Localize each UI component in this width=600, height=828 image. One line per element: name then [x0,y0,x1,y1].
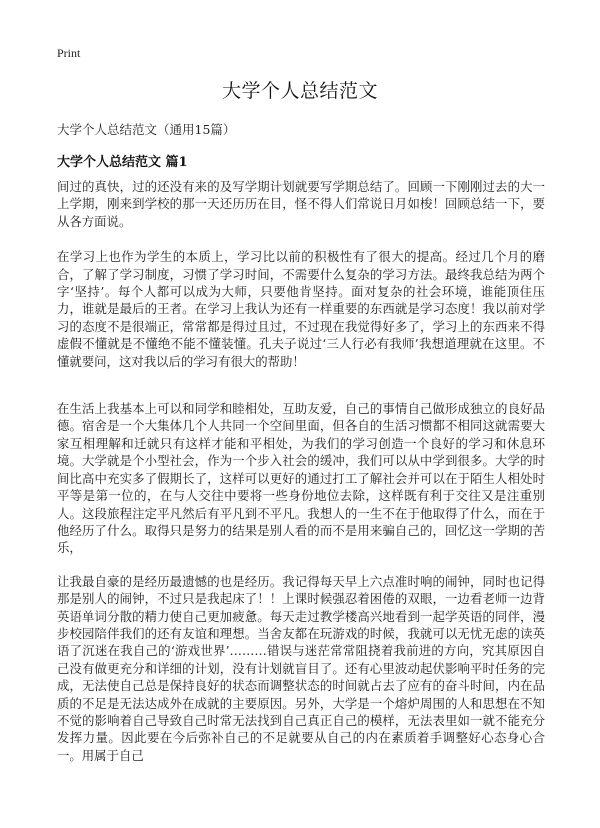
document-subtitle: 大学个人总结范文（通用15篇） [57,122,236,137]
paragraph: 间过的真快，过的还没有来的及写学期计划就要写学期总结了。回顾一下刚刚过去的大一上学期，刚来到学校的那一天还历历在目，怪不得人们常说日月如梭！回顾总结一下，要从各方面说。 [57,179,545,229]
section-heading: 大学个人总结范文 篇1 [57,155,188,170]
print-label: Print [57,46,81,60]
document-body [57,178,545,782]
document-title: 大学个人总结范文 [221,80,378,102]
paragraph: 在学习上也作为学生的本质上，学习比以前的积极性有了很大的提高。经过几个月的磨合，了解了学习制度，习惯了学习时间，不需要什么复杂的学习方法。最终我总结为两个字‘坚持’。每个人都可以成为大师，只要他肯坚持。面对复杂的社会环境，谁能顶住压力，谁就是最后的王者。在学习上我认为还有一样重要的东西就是学习态度！我以前对学习的态度不是很端正，常常都是得过且过，不过现在我觉得好多了，学习上的东西来不得虚假不懂就是不懂绝不能不懂装懂。孔夫子说过‘三人行必有我师’我想道理就在这里。不懂就要问，这对我以后的学习有很大的帮助！ [57,249,545,369]
paragraph: 在生活上我基本上可以和同学和睦相处，互助友爱，自己的事情自己做形成独立的良好品德。宿舍是一个大集体几个人共同一个空间里面，但各自的生活习惯都不相同这就需要大家互相理解和迁就只有这样才能和平相处，为我们的学习创造一个良好的学习和休息环境。大学就是个小型社会，作为一个步入社会的缓冲，我们可以从中学到很多。大学的时间比高中充实多了假期长了，这样可以更好的通过打工了解社会并可以在于陌生人相处时平等是第一位的，在与人交往中要将一些身份地位去除，这样既有利于交往又是注重别人。这段旅程注定平凡然后有平凡到不平凡。我想人的一生不在于他取得了什么，而在于他经历了什么。取得只是努力的结果是别人看的而不是用来骗自己的，回忆这一学期的苦乐， [57,401,545,556]
paragraph: 让我最自豪的是经历最遗憾的也是经历。我记得每天早上六点准时响的闹钟，同时也记得那是别人的闹钟，不过只是我起床了！！上课时候强忍着困倦的双眼，一边看老师一边背英语单词分散的精力使自己更加疲惫。每天走过教学楼高兴地看到一起学英语的同伴，漫步校园陪伴我们的还有友谊和理想。当舍友都在玩游戏的时候，我就可以无忧无虑的读英语了沉迷在我自己的‘游戏世界’………错误与迷茫常常阻挠着我前进的方向，究其原因自己没有做更充分和详细的计划，没有计划就盲目了。还有心里波动起伏影响平时任务的完成，无法使自己总是保持良好的状态而调整状态的时间就占去了应有的奋斗时间，内在品质的不足是无法达成外在成就的主要原因。另外，大学是一个熔炉周围的人和思想在不知不觉的影响着自己导致自己时常无法找到自己真正自己的模样，无法表里如一就不能充分发挥力量。因此要在今后弥补自己的不足就要从自己的内在素质着手调整好心态身心合一。用属于自己 [57,573,545,763]
